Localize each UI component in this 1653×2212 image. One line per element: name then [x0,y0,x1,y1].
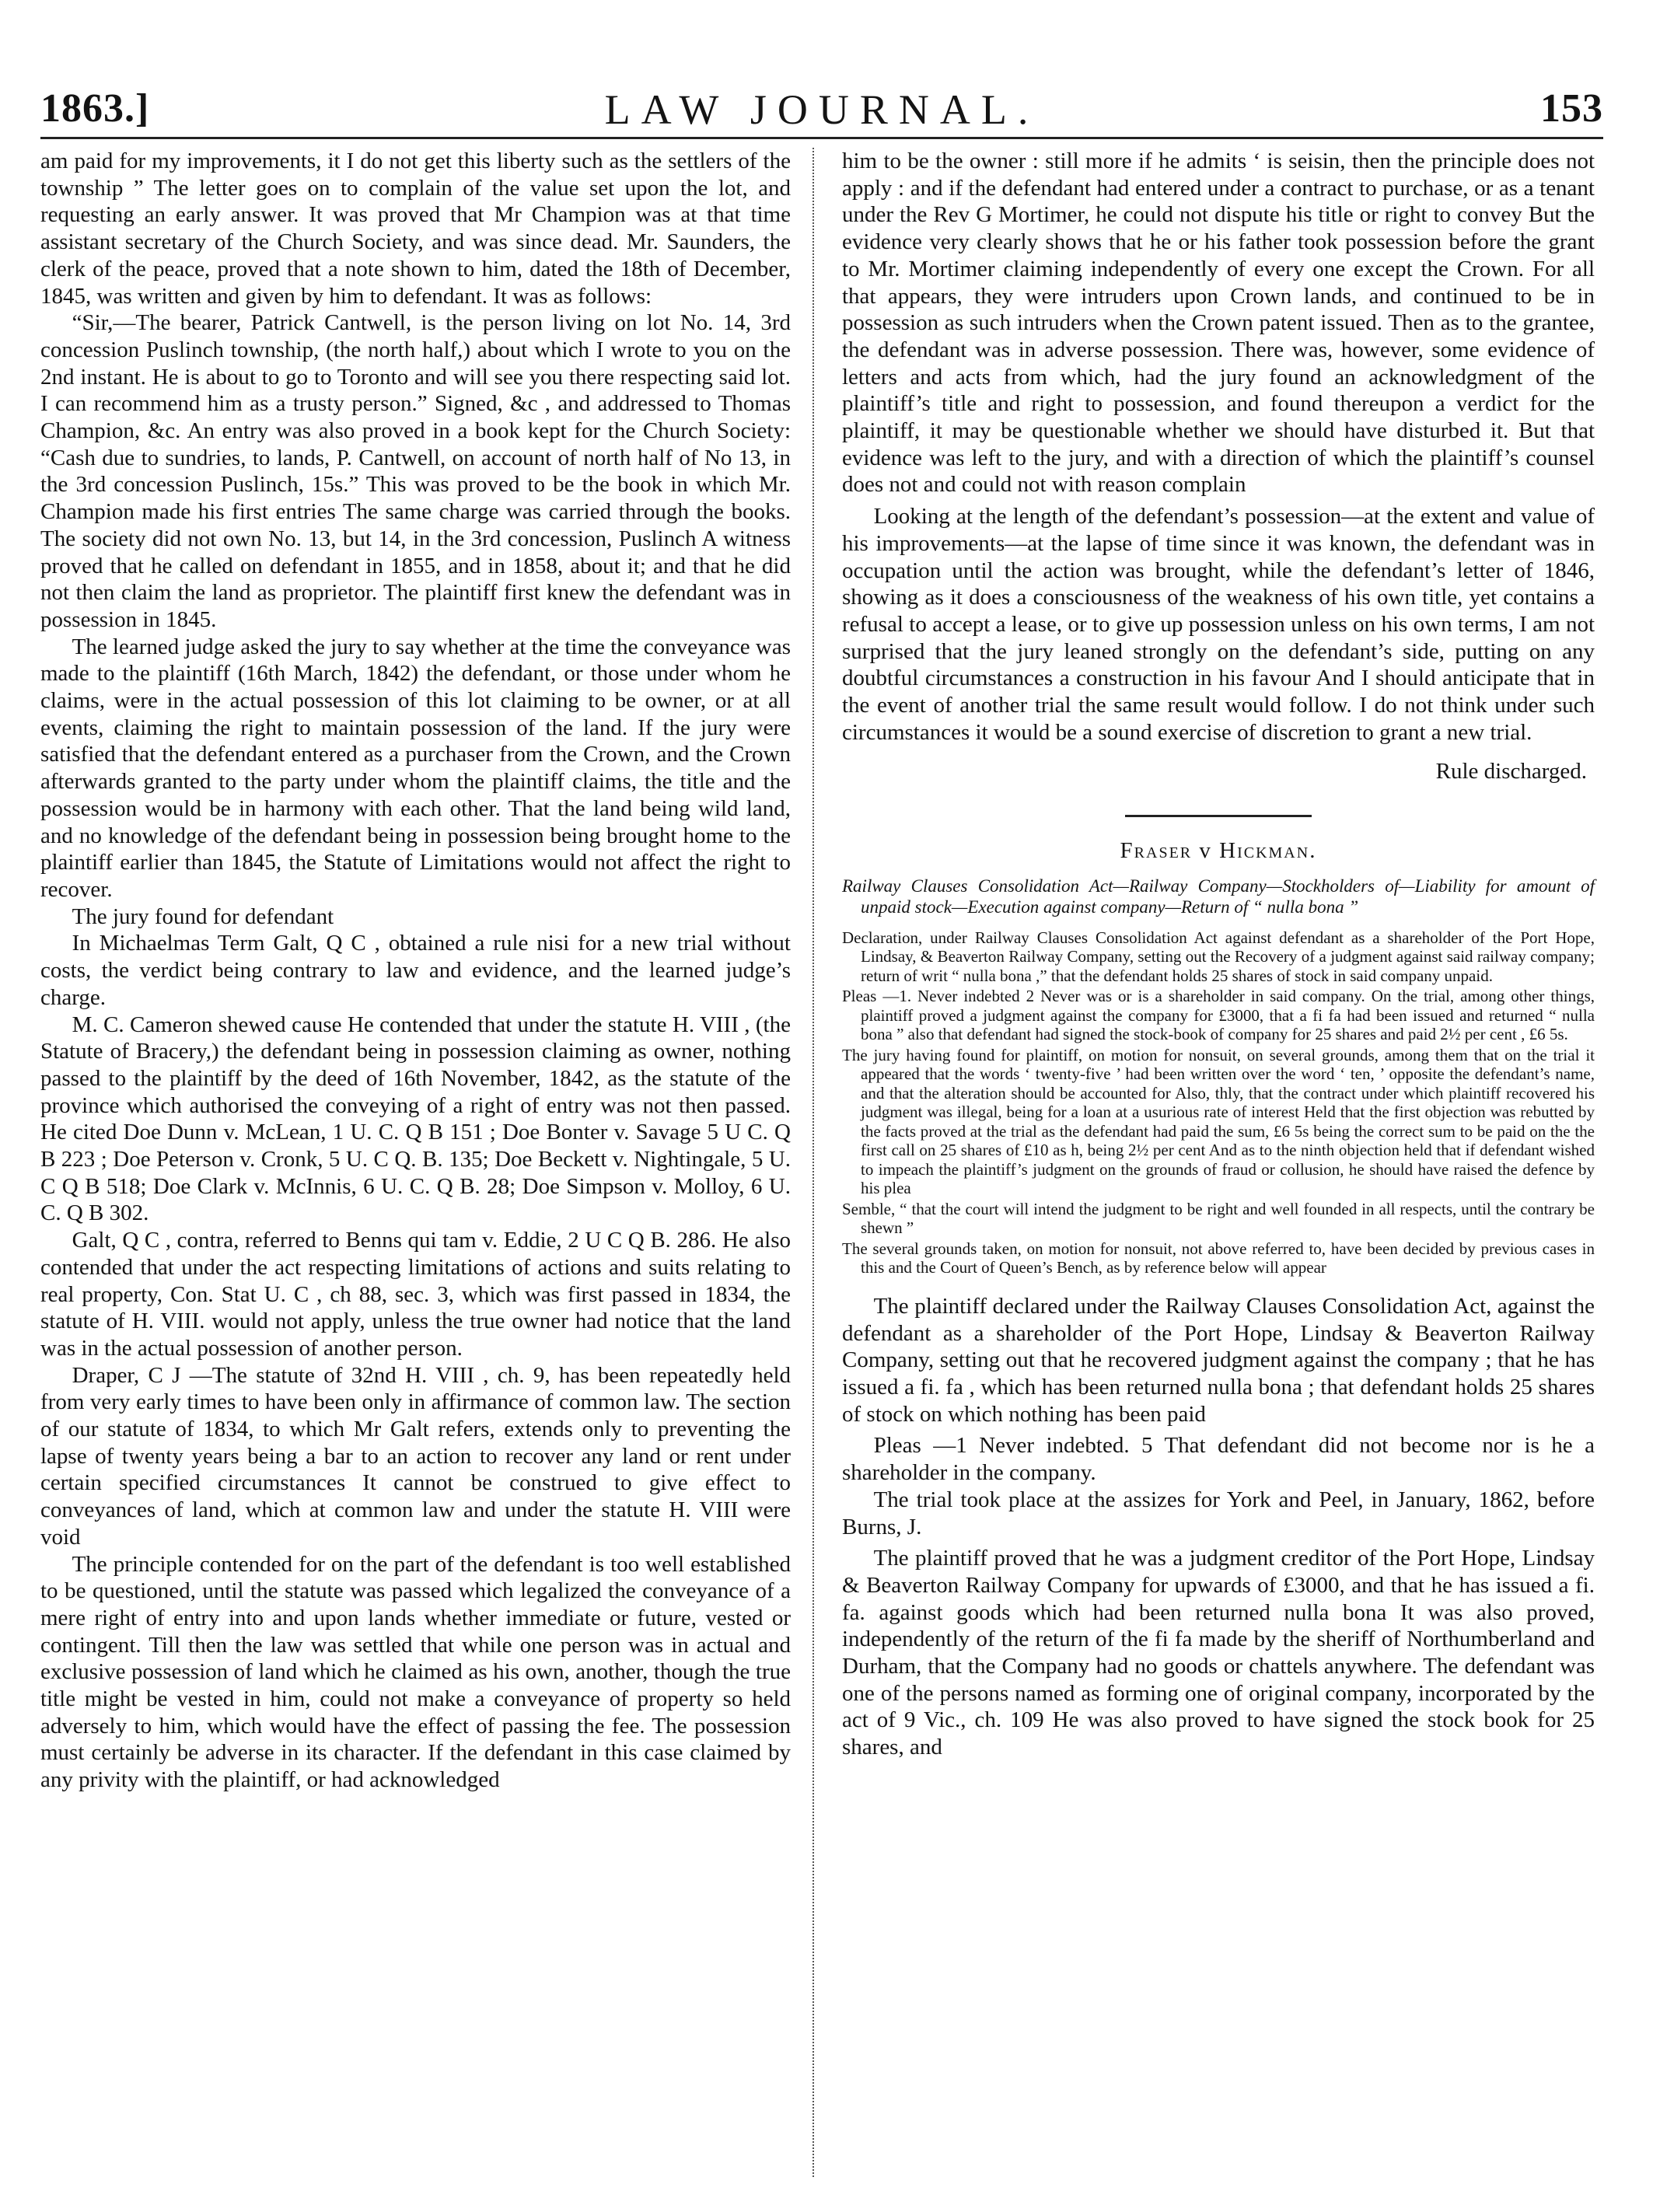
paragraph: The plaintiff proved that he was a judgment creditor of the Port Hope, Lindsay & Beaverton Railway Company for upwards of £3000, and that he has issued a fi. fa. against goods which had been returned nulla bona It was also proved, independently of the return of the fi fa made by the sheriff of Northumberland and Durham, that the Company had no goods or chattels anywhere. The defendant was one of the persons named as forming one of original company, incorporated by the act of 9 Vic., ch. 109 He was also proved to have signed the stock book for 25 shares, and [842,1546,1595,1760]
case-versus: v [1192,838,1220,864]
case-syllabus [842,928,1595,1277]
rule-discharged: Rule discharged. [1435,759,1587,785]
paragraph: Pleas —1 Never indebted. 5 That defendant did not become nor is he a shareholder in the company. [842,1433,1595,1486]
paragraph: The plaintiff declared under the Railway Clauses Consolidation Act, against the defendant as a shareholder of the Port Hope, Lindsay & Beaverton Railway Company, setting out that he recovered judgment against the company ; that he has issued a fi. fa , which has been returned nulla bona ; that defendant holds 25 shares of stock on which nothing has been paid [842,1293,1595,1427]
paragraph: “Sir,—The bearer, Patrick Cantwell, is the person living on lot No. 14, 3rd concession Puslinch township, (the north half,) about which I wrote to you on the 2nd instant. He is about to go to Toronto and will see you there respecting said lot. I can recommend him as a trusty person.” Signed, &c , and addressed to Thomas Champion, &c. An entry was also proved in a book kept for the Church Society: “Cash due to sundries, to lands, P. Cantwell, on account of north half of No 13, in the 3rd concession Puslinch, 15s.” This was proved to be the book in which Mr. Champion made his first entries The same charge was carried through the books. The society did not own No. 13, but 14, in the 3rd concession, Puslinch A witness proved that he called on defendant in 1855, and in 1858, about it; and that he did not then claim the land as proprietor. The plaintiff first knew the defendant was in possession in 1845. [40,310,791,632]
header-year: 1863.] [40,86,150,131]
paragraph: Looking at the length of the defendant’s possession—at the extent and value of his improvements—at the lapse of time since it was known, the defendant was in occupation until the action was brought, while the defendant’s letter of 1846, showing as it does a consciousness of the weakness of his own title, yet contains a refusal to accept a lease, or to give up possession unless on his own terms, I am not surprised that the jury leaned strongly on the defendant’s side, putting on any doubtful circumstances a construction in his favour And I should anticipate that in the event of another trial the same result would follow. I do not think under such circumstances it would be a sound exercise of discretion to grant a new trial. [842,504,1595,745]
column-divider [813,148,815,2177]
case-title [842,837,1595,865]
header-rule [40,137,1603,139]
paragraph: The trial took place at the assizes for York and Peel, in January, 1862, before Burns, J. [842,1487,1595,1539]
left-column [40,148,791,1794]
paragraph: him to be the owner : still more if he admits ‘ is seisin, then the principle does not apply : and if the defendant had entered under a contract to purchase, or as a tenant under the Rev G Mortimer, he could not dispute his title or right to convey But the evidence very clearly shows that he or his father took possession before the grant to Mr. Mortimer claiming independently of every one except the Crown. For all that appears, they were intruders upon Crown lands, and continued to be in possession as such intruders when the Crown patent issued. Then as to the grantee, the defendant was in adverse possession. There was, however, some evidence of letters and acts from which, had the jury found an acknowledgment of the plaintiff’s title and right to possession, and found thereupon a verdict for the plaintiff, it may be questionable whether we should have disturbed it. But that evidence was left to the jury, and with a direction of which the plaintiff’s counsel does not and could not with reason complain [842,149,1595,498]
syllabus-paragraph: The several grounds taken, on motion for nonsuit, not above referred to, have been decided by previous cases in this and the Court of Queen’s Bench, as by reference below will appear [842,1239,1595,1277]
paragraph: In Michaelmas Term Galt, Q C , obtained a rule nisi for a new trial without costs, the verdict being contrary to law and evidence, and the learned judge’s charge. [40,931,791,1010]
case-headnote: Railway Clauses Consolidation Act—Railway Company—Stockholders of—Liability for amount of unpaid stock—Execution against company—Return of “ nulla bona ” [842,875,1595,917]
paragraph: The learned judge asked the jury to say whether at the time the conveyance was made to the plaintiff (16th March, 1842) the defendant, or those under whom he claims, were in the actual possession of this lot claiming to be owner, or at all events, claiming the right to maintain possession of the land. If the jury were satisfied that the defendant entered as a purchaser from the Crown, and the Crown afterwards granted to the party under whom the plaintiff claims, the title and the possession would be in harmony with each other. That the land being wild land, and no knowledge of the defendant being in possession being brought home to the plaintiff earlier than 1845, the Statute of Limitations would not affect the right to recover. [40,634,792,902]
right-column [842,148,1595,1761]
case-party-defendant: Hickman. [1219,838,1317,864]
syllabus-paragraph: Pleas —1. Never indebted 2 Never was or is a shareholder in said company. On the trial, among other things, plaintiff proved a judgment against the company for £3000, that a fi fa had been issued and returned “ nulla bona ” also that defendant had signed the stock-book of company for 25 shares and paid 2½ per cent , £6 5s. [842,987,1595,1044]
paragraph: The jury found for defendant [72,903,334,929]
paragraph: The principle contended for on the part of the defendant is too well established to be questioned, until the statute was passed which legalized the conveyance of a mere right of entry into and upon lands whether immediate or future, vested or contingent. Till then the law was settled that while one person was in actual and exclusive possession of land which he claimed as his own, another, though the true title might be vested in him, could not make a conveyance of property so held adversely to him, which would have the effect of passing the fee. The possession must certainly be adverse in its character. If the defendant in this case claimed by any privity with the plaintiff, or had acknowledged [40,1551,791,1793]
case-party-plaintiff: Fraser [1120,838,1193,864]
paragraph: am paid for my improvements, it I do not get this liberty such as the settlers of the township ” The letter goes on to complain of the value set upon the lot, and requesting an early answer. It was proved that Mr Champion was at that time assistant secretary of the Church Society, and was since dead. Mr. Saunders, the clerk of the peace, proved that a note shown to him, dated the 18th of December, 1845, was written and given by him to defendant. It was as follows: [40,149,791,309]
section-rule [1125,815,1312,817]
syllabus-paragraph: The jury having found for plaintiff, on motion for nonsuit, on several grounds, among them that on the trial it appeared that the words ‘ twenty-five ’ had been written over the word ‘ ten, ’ opposite the defendant’s name, and that the alteration should be accounted for Also, thly, that the contract under which plaintiff recovered his judgment was illegal, being for a loan at a usurious rate of interest Held that the first objection was rebutted by the facts proved at the trial as the defendant had paid the sum, £6 5s being the correct sum to be paid on the the first call on 25 shares of £10 as h, being 2½ per cent And as to the ninth objection held that if defendant wished to impeach the plaintiff’s judgment on the grounds of fraud or collusion, he should have raised the defence by his plea [842,1045,1595,1198]
syllabus-paragraph: Semble, “ that the court will intend the judgment to be right and well founded in all respects, until the contrary be shewn ” [842,1199,1595,1238]
page-number: 153 [1540,86,1603,131]
running-header [40,76,1603,131]
syllabus-paragraph: Declaration, under Railway Clauses Consolidation Act against defendant as a shareholder of the Port Hope, Lindsay, & Beaverton Railway Company, setting out the Recovery of a judgment against said railway company; return of writ “ nulla bona ,” that the defendant holds 25 shares of stock in said company unpaid. [842,928,1595,985]
paragraph: Draper, C J —The statute of 32nd H. VIII , ch. 9, has been repeatedly held from very early times to have been only in affirmance of common law. The section of our statute of 1834, to which Mr Galt refers, extends only to preventing the lapse of twenty years being a bar to an action to recover any land or rent under certain specified circumstances It cannot be construed to give effect to conveyances of land, which at common law and under the statute H. VIII were void [40,1362,791,1550]
paragraph: M. C. Cameron shewed cause He contended that under the statute H. VIII , (the Statute of Bracery,) the defendant being in possession claiming as owner, nothing passed to the plaintiff by the deed of 16th November, 1842, as the statute of the province which authorised the conveying of a right of entry was not then passed. He cited Doe Dunn v. McLean, 1 U. C. Q B 151 ; Doe Bonter v. Savage 5 U C. Q B 223 ; Doe Peterson v. Cronk, 5 U. C Q. B. 135; Doe Beckett v. Nightingale, 5 U. C Q B 518; Doe Clark v. McInnis, 6 U. C. Q B. 28; Doe Simpson v. Molloy, 6 U. C. Q B 302. [40,1012,791,1226]
paragraph: Galt, Q C , contra, referred to Benns qui tam v. Eddie, 2 U C Q B. 286. He also contended that under the act respecting limitations of actions and suits relating to real property, Con. Stat U. C , ch 88, sec. 3, which was first passed in 1834, the statute of H. VIII. would not apply, unless the true owner had notice that the land was in the actual possession of another person. [40,1228,791,1361]
header-title: LAW JOURNAL. [604,86,1040,133]
